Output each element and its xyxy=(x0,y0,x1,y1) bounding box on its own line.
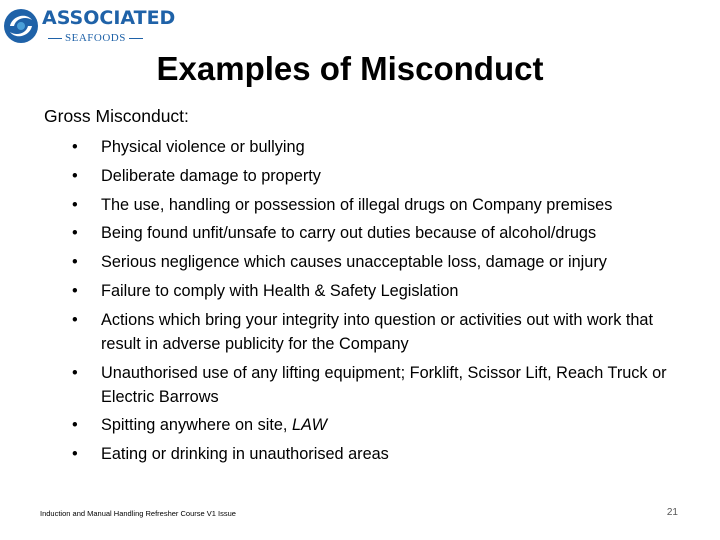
logo-rule-left xyxy=(48,38,62,39)
bullet-icon: • xyxy=(72,166,78,185)
list-item-note: LAW xyxy=(291,416,327,435)
list-item-text: Eating or drinking in unauthorised areas xyxy=(101,445,389,464)
list-item-text: Physical violence or bullying xyxy=(101,138,305,156)
logo-rule-right xyxy=(129,38,143,39)
list-item xyxy=(72,279,692,303)
list-item-text: Being found unfit/unsafe to carry out duties because of alcohol/drugs xyxy=(101,224,597,243)
logo-wordmark: ASSOCIATED xyxy=(42,7,176,29)
list-item-text: Deliberate damage to property xyxy=(101,166,321,185)
logo-subtitle-text: SEAFOODS xyxy=(65,32,126,44)
page-number: 21 xyxy=(666,507,678,518)
company-logo xyxy=(2,4,176,54)
list-item xyxy=(72,250,692,274)
slide-title: Examples of Misconduct xyxy=(156,50,544,87)
list-item-text: The use, handling or possession of illegal drugs on Company premises xyxy=(101,195,613,214)
footer-course-name: Induction and Manual Handling Refresher Course V1 Issue xyxy=(40,509,236,518)
list-item-text: Unauthorised use of any lifting equipment; Forklift, Scissor Lift, Reach Truck or Electric Barrows xyxy=(101,363,667,406)
fish-swirl-logo-icon xyxy=(2,4,42,48)
misconduct-list xyxy=(72,135,692,471)
bullet-icon: • xyxy=(72,253,78,272)
list-item-text: Actions which bring your integrity into question or activities out with work that result in adverse publicity for the Company xyxy=(101,310,654,353)
bullet-icon: • xyxy=(72,363,78,382)
bullet-icon: • xyxy=(72,310,78,329)
list-item xyxy=(72,135,692,159)
bullet-icon: • xyxy=(72,445,78,464)
list-item xyxy=(72,164,692,188)
list-item xyxy=(72,308,692,356)
bullet-icon: • xyxy=(72,138,78,156)
list-item-text: Spitting anywhere on site, xyxy=(101,416,292,435)
list-item xyxy=(72,361,692,409)
list-item-text: Failure to comply with Health & Safety Legislation xyxy=(101,281,459,300)
bullet-icon: • xyxy=(72,224,78,243)
bullet-icon: • xyxy=(72,195,78,214)
list-item-text: Serious negligence which causes unacceptable loss, damage or injury xyxy=(101,253,607,272)
section-heading: Gross Misconduct: xyxy=(44,106,189,126)
logo-subtitle xyxy=(48,32,143,44)
list-item xyxy=(72,221,692,245)
bullet-icon: • xyxy=(72,281,78,300)
list-item xyxy=(72,193,692,217)
list-item xyxy=(72,442,692,466)
list-item xyxy=(72,413,692,437)
bullet-icon: • xyxy=(72,416,78,435)
